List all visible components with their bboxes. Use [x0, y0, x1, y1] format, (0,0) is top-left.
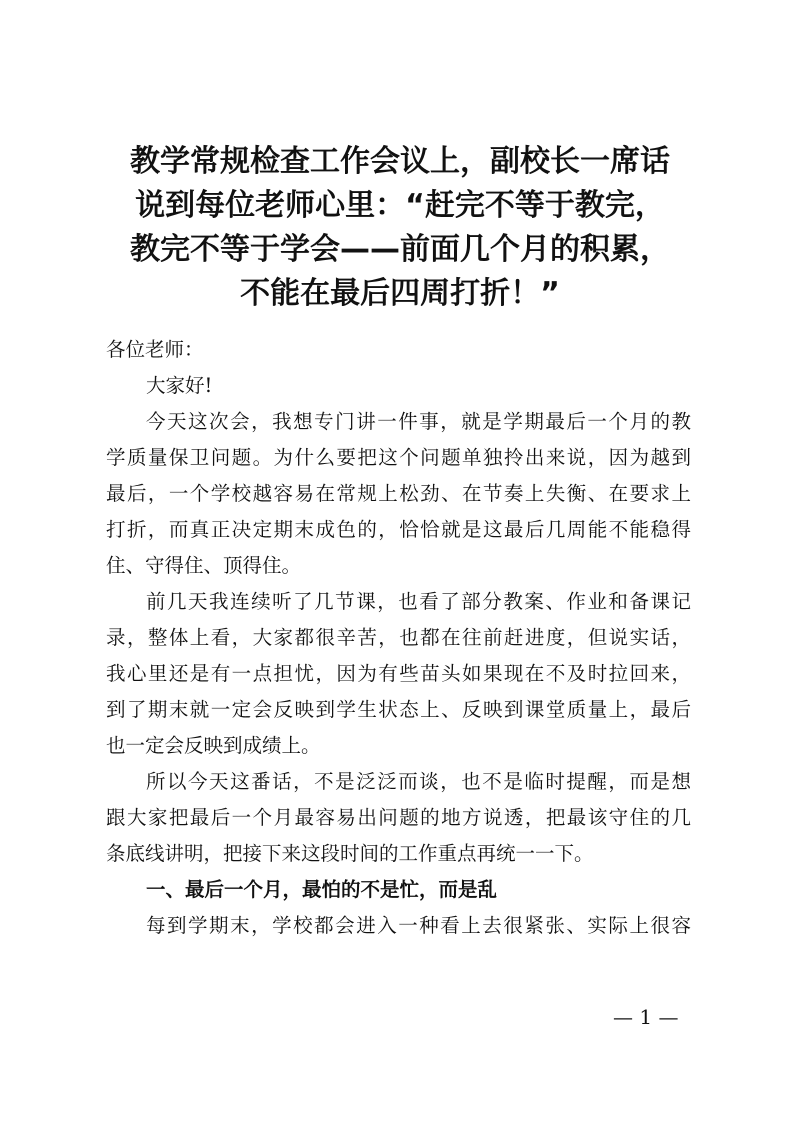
paragraph-line: 最后，一个学校越容易在常规上松劲、在节奏上失衡、在要求上	[106, 482, 691, 505]
section-heading: 一、最后一个月，最怕的不是忙，而是乱	[146, 878, 498, 901]
paragraph-line: 我心里还是有一点担忧，因为有些苗头如果现在不及时拉回来，	[106, 662, 691, 685]
paragraph-line: 所以今天这番话，不是泛泛而谈，也不是临时提醒，而是想	[146, 770, 691, 793]
paragraph-line: 前几天我连续听了几节课，也看了部分教案、作业和备课记	[146, 590, 691, 613]
paragraph-line: 条底线讲明，把接下来这段时间的工作重点再统一一下。	[106, 842, 594, 865]
page-number: — 1 —	[613, 1005, 679, 1029]
title-line: 教完不等于学会——前面几个月的积累，	[130, 232, 670, 267]
paragraph-line: 跟大家把最后一个月最容易出问题的地方说透，把最该守住的几	[106, 806, 691, 829]
paragraph-line: 录，整体上看，大家都很辛苦，也都在往前赶进度，但说实话，	[106, 626, 691, 649]
title-line: 不能在最后四周打折！”	[240, 276, 560, 311]
paragraph-line: 每到学期末，学校都会进入一种看上去很紧张、实际上很容	[146, 914, 691, 937]
document-body	[106, 332, 691, 944]
document-title	[100, 140, 700, 316]
paragraph-line: 今天这次会，我想专门讲一件事，就是学期最后一个月的教	[146, 410, 691, 433]
salutation: 各位老师：	[106, 338, 204, 361]
title-line: 教学常规检查工作会议上，副校长一席话	[130, 144, 670, 179]
paragraph-line: 也一定会反映到成绩上。	[106, 734, 321, 757]
paragraph-line: 学质量保卫问题。为什么要把这个问题单独拎出来说，因为越到	[106, 446, 691, 469]
paragraph-line: 住、守得住、顶得住。	[106, 554, 302, 577]
title-line: 说到每位老师心里：“赶完不等于教完，	[135, 188, 665, 223]
paragraph-line: 到了期末就一定会反映到学生状态上、反映到课堂质量上，最后	[106, 698, 691, 721]
paragraph-line: 打折，而真正决定期末成色的，恰恰就是这最后几周能不能稳得	[106, 518, 691, 541]
greeting: 大家好!	[146, 374, 213, 397]
